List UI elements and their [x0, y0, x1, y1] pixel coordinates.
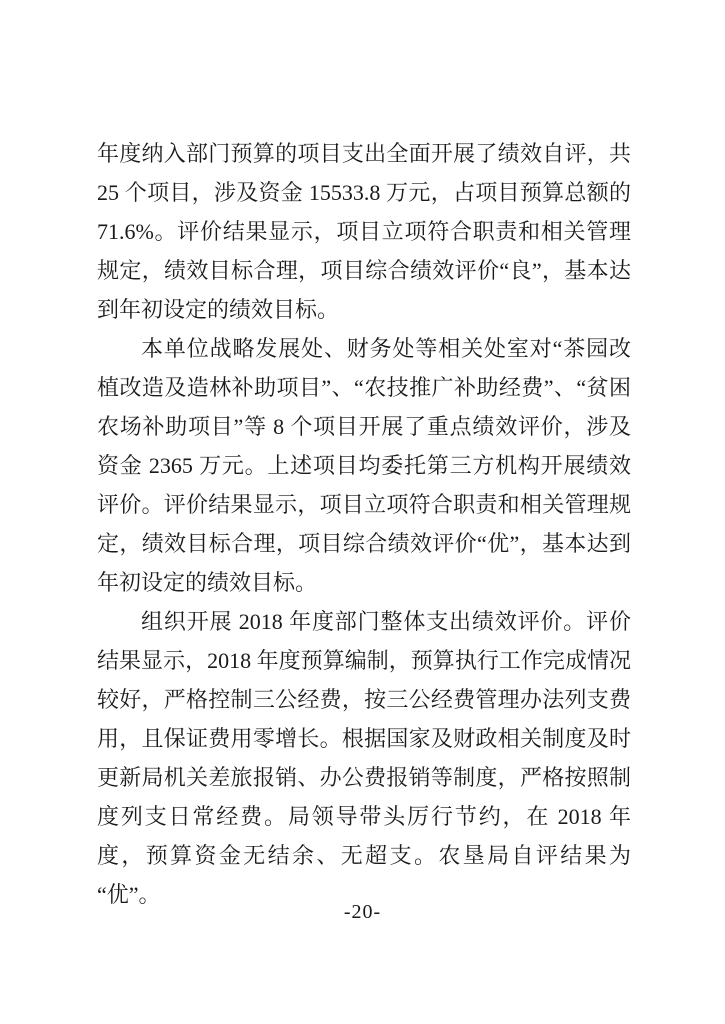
document-body — [97, 134, 631, 914]
page-number: -20- — [343, 901, 382, 923]
paragraph-project-self-evaluation: 年度纳入部门预算的项目支出全面开展了绩效自评，共 25 个项目，涉及资金 15533.8 万元，占项目预算总额的 71.6%。评价结果显示，项目立项符合职责和相关管理规定，绩效目标合理，项目综合绩效评价“良”，基本达到年初设定的绩效目标。 — [97, 141, 631, 322]
paragraph-overall-expenditure-evaluation: 组织开展 2018 年度部门整体支出绩效评价。评价结果显示，2018 年度预算编制，预算执行工作完成情况较好，严格控制三公经费，按三公经费管理办法列支费用，且保证费用零增长。根据国家及财政相关制度及时更新局机关差旅报销、办公费报销等制度，严格按照制度列支日常经费。局领导带头厉行节约，在 2018 年度，预算资金无结余、无超支。农垦局自评结果为“优”。 — [97, 609, 631, 907]
paragraph-key-performance-evaluation: 本单位战略发展处、财务处等相关处室对“茶园改植改造及造林补助项目”、“农技推广补助经费”、“贫困农场补助项目”等 8 个项目开展了重点绩效评价，涉及资金 2365 万元。上述项目均委托第三方机构开展绩效评价。评价结果显示，项目立项符合职责和相关管理规定，绩效目标合理，项目综合绩效评价“优”，基本达到年初设定的绩效目标。 — [97, 336, 631, 595]
page-footer — [0, 901, 725, 924]
